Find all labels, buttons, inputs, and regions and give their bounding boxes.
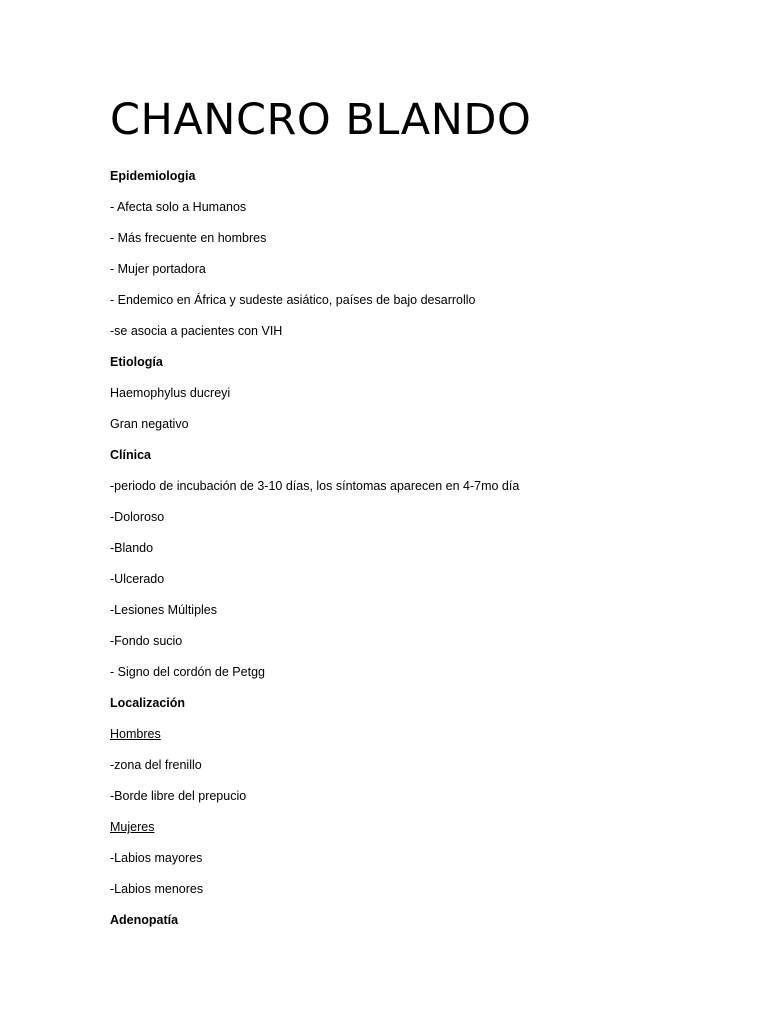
section-heading: [110, 693, 730, 724]
section-heading: [110, 910, 730, 941]
text-line: [110, 507, 730, 538]
text-line: [110, 879, 730, 910]
text-line-text: -Fondo sucio: [110, 634, 183, 648]
text-line-text: -Ulcerado: [110, 572, 165, 586]
text-line-text: -periodo de incubación de 3-10 días, los síntomas aparecen en 4-7mo día: [110, 479, 520, 493]
text-line-text: Gran negativo: [110, 417, 189, 431]
text-line: [110, 600, 730, 631]
text-line-text: - Afecta solo a Humanos: [110, 200, 247, 214]
section-heading-text: Clínica: [110, 448, 151, 462]
text-line-text: -Lesiones Múltiples: [110, 603, 217, 617]
subsection-heading: [110, 724, 730, 755]
text-line-text: - Endemico en África y sudeste asiático, países de bajo desarrollo: [110, 293, 476, 307]
text-line: [110, 321, 730, 352]
text-line: [110, 290, 730, 321]
text-line: [110, 476, 730, 507]
text-line-text: -Borde libre del prepucio: [110, 789, 247, 803]
subsection-heading-text: Hombres: [110, 727, 161, 741]
text-line: [110, 228, 730, 259]
section-heading-text: Localización: [110, 696, 186, 710]
text-line: [110, 786, 730, 817]
text-line: [110, 755, 730, 786]
text-line-text: -zona del frenillo: [110, 758, 202, 772]
text-line: [110, 662, 730, 693]
section-heading: [110, 166, 730, 197]
text-line-text: -Labios menores: [110, 882, 204, 896]
text-line: [110, 383, 730, 414]
text-line: [110, 538, 730, 569]
text-line-text: -Blando: [110, 541, 154, 555]
section-heading: [110, 445, 730, 476]
text-line-text: Haemophylus ducreyi: [110, 386, 231, 400]
text-line: [110, 848, 730, 879]
text-line: [110, 259, 730, 290]
text-line: [110, 197, 730, 228]
text-line-text: - Signo del cordón de Petgg: [110, 665, 265, 679]
subsection-heading-text: Mujeres: [110, 820, 155, 834]
document-body: [110, 166, 730, 941]
section-heading-text: Adenopatía: [110, 913, 179, 927]
text-line-text: - Mujer portadora: [110, 262, 206, 276]
section-heading: [110, 352, 730, 383]
text-line-text: - Más frecuente en hombres: [110, 231, 267, 245]
text-line: [110, 631, 730, 662]
section-heading-text: Etiología: [110, 355, 163, 369]
text-line-text: -se asocia a pacientes con VIH: [110, 324, 283, 338]
text-line: [110, 414, 730, 445]
document-title: CHANCRO BLANDO: [110, 95, 532, 145]
text-line-text: -Labios mayores: [110, 851, 203, 865]
section-heading-text: Epidemiologia: [110, 169, 196, 183]
text-line-text: -Doloroso: [110, 510, 165, 524]
text-line: [110, 569, 730, 600]
subsection-heading: [110, 817, 730, 848]
